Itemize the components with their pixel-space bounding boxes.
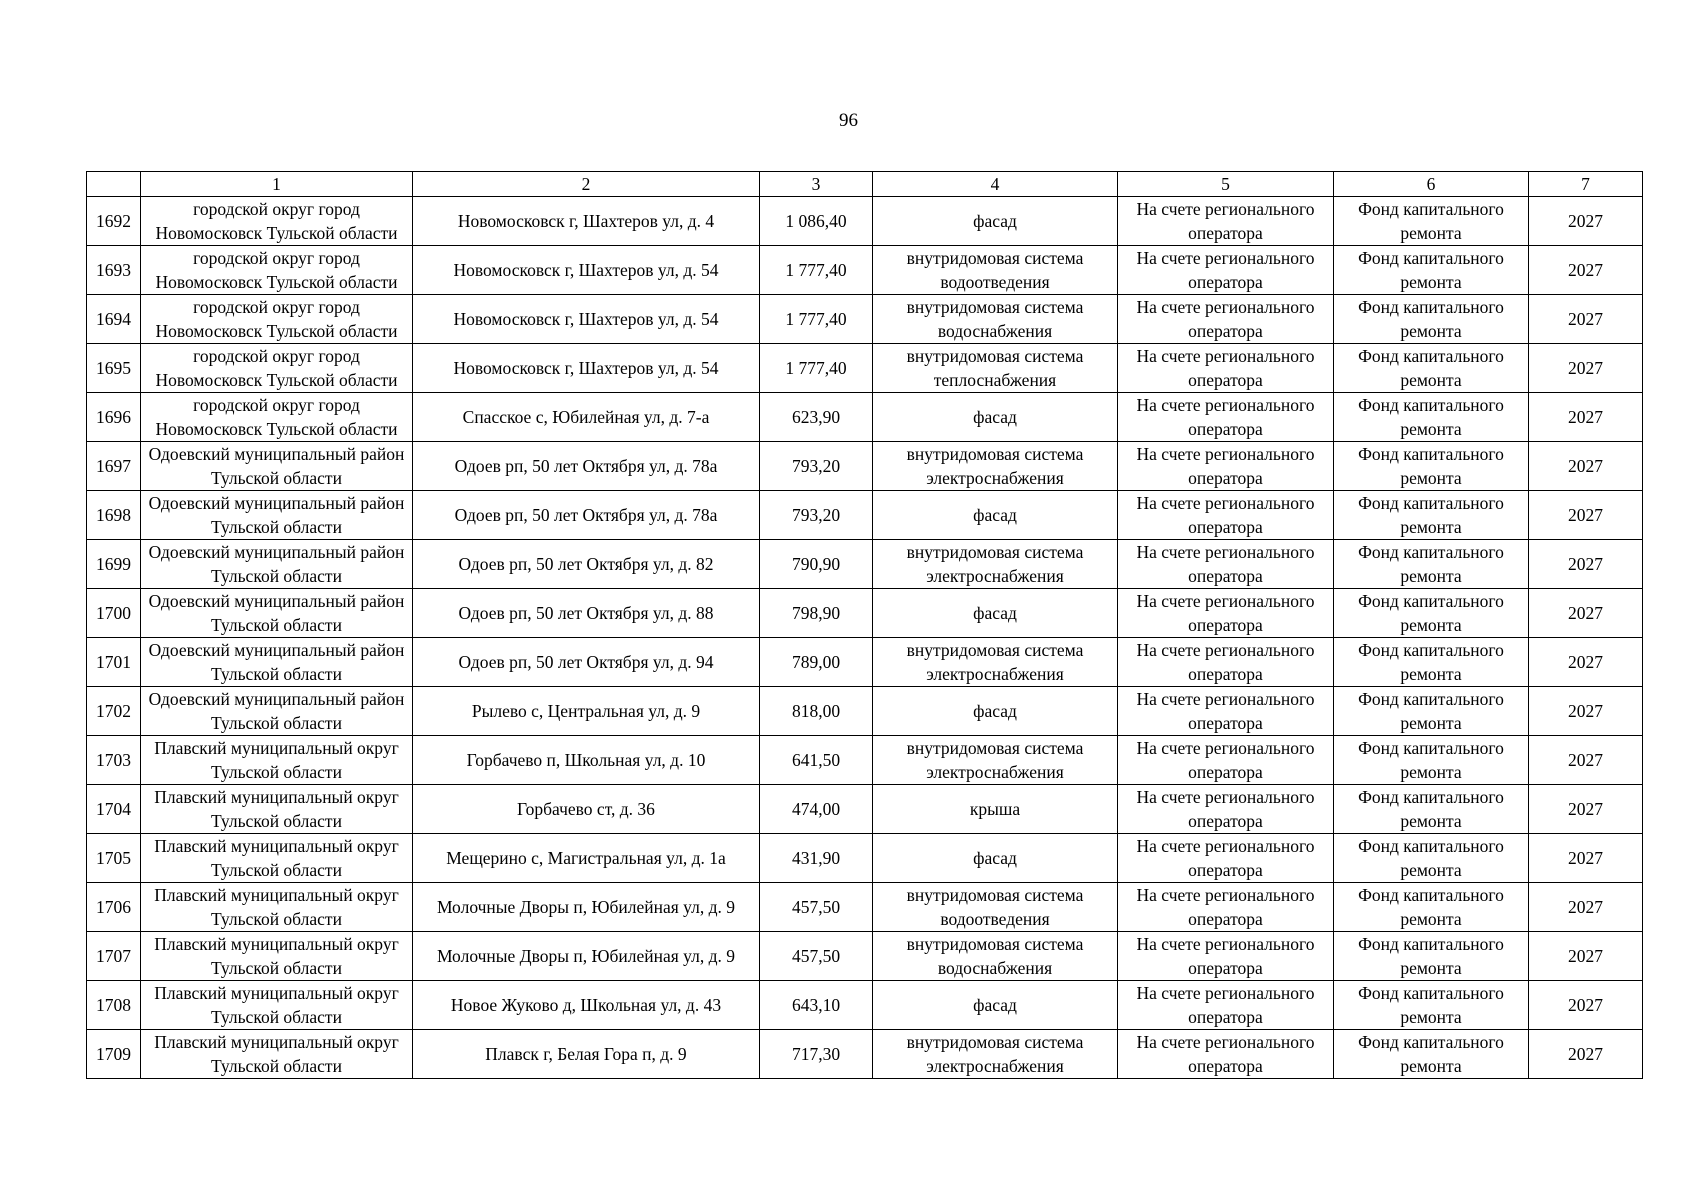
area-cell: 798,90	[760, 589, 873, 638]
table-row	[87, 197, 1643, 246]
work-type-cell: внутридомовая система водоотведения	[873, 246, 1118, 295]
address-cell: Новомосковск г, Шахтеров ул, д. 54	[413, 295, 760, 344]
table-row	[87, 736, 1643, 785]
area-cell: 623,90	[760, 393, 873, 442]
address-cell: Одоев рп, 50 лет Октября ул, д. 78а	[413, 491, 760, 540]
table-row	[87, 540, 1643, 589]
row-number-cell: 1698	[87, 491, 141, 540]
area-cell: 431,90	[760, 834, 873, 883]
work-type-cell: фасад	[873, 393, 1118, 442]
municipality-cell: Одоевский муниципальный район Тульской области	[141, 638, 413, 687]
row-number-cell: 1707	[87, 932, 141, 981]
year-cell: 2027	[1529, 246, 1643, 295]
year-cell: 2027	[1529, 785, 1643, 834]
address-cell: Новомосковск г, Шахтеров ул, д. 54	[413, 344, 760, 393]
account-cell: На счете регионального оператора	[1118, 687, 1334, 736]
table-row	[87, 932, 1643, 981]
col-header-6: 6	[1334, 172, 1529, 197]
year-cell: 2027	[1529, 638, 1643, 687]
address-cell: Одоев рп, 50 лет Октября ул, д. 94	[413, 638, 760, 687]
area-cell: 1 777,40	[760, 344, 873, 393]
year-cell: 2027	[1529, 540, 1643, 589]
municipality-cell: городской округ город Новомосковск Тульской области	[141, 393, 413, 442]
table-row	[87, 344, 1643, 393]
row-number-cell: 1700	[87, 589, 141, 638]
work-type-cell: фасад	[873, 687, 1118, 736]
address-cell: Молочные Дворы п, Юбилейная ул, д. 9	[413, 932, 760, 981]
work-type-cell: внутридомовая система электроснабжения	[873, 1030, 1118, 1079]
work-type-cell: внутридомовая система водоснабжения	[873, 932, 1118, 981]
address-cell: Рылево с, Центральная ул, д. 9	[413, 687, 760, 736]
row-number-cell: 1708	[87, 981, 141, 1030]
row-number-cell: 1697	[87, 442, 141, 491]
account-cell: На счете регионального оператора	[1118, 442, 1334, 491]
year-cell: 2027	[1529, 197, 1643, 246]
row-number-cell: 1693	[87, 246, 141, 295]
fund-cell: Фонд капитального ремонта	[1334, 589, 1529, 638]
address-cell: Новомосковск г, Шахтеров ул, д. 4	[413, 197, 760, 246]
fund-cell: Фонд капитального ремонта	[1334, 736, 1529, 785]
area-cell: 1 777,40	[760, 295, 873, 344]
row-number-cell: 1702	[87, 687, 141, 736]
row-number-cell: 1694	[87, 295, 141, 344]
work-type-cell: фасад	[873, 197, 1118, 246]
municipality-cell: Плавский муниципальный округ Тульской области	[141, 834, 413, 883]
account-cell: На счете регионального оператора	[1118, 393, 1334, 442]
row-number-cell: 1706	[87, 883, 141, 932]
fund-cell: Фонд капитального ремонта	[1334, 442, 1529, 491]
work-type-cell: крыша	[873, 785, 1118, 834]
account-cell: На счете регионального оператора	[1118, 197, 1334, 246]
table-row	[87, 442, 1643, 491]
col-header-3: 3	[760, 172, 873, 197]
row-number-cell: 1701	[87, 638, 141, 687]
municipality-cell: Одоевский муниципальный район Тульской области	[141, 687, 413, 736]
year-cell: 2027	[1529, 736, 1643, 785]
table-row	[87, 491, 1643, 540]
work-type-cell: внутридомовая система водоснабжения	[873, 295, 1118, 344]
row-number-cell: 1703	[87, 736, 141, 785]
work-type-cell: внутридомовая система электроснабжения	[873, 638, 1118, 687]
area-cell: 457,50	[760, 883, 873, 932]
address-cell: Одоев рп, 50 лет Октября ул, д. 78а	[413, 442, 760, 491]
municipality-cell: Плавский муниципальный округ Тульской области	[141, 1030, 413, 1079]
address-cell: Горбачево ст, д. 36	[413, 785, 760, 834]
account-cell: На счете регионального оператора	[1118, 344, 1334, 393]
row-number-cell: 1705	[87, 834, 141, 883]
fund-cell: Фонд капитального ремонта	[1334, 687, 1529, 736]
account-cell: На счете регионального оператора	[1118, 736, 1334, 785]
fund-cell: Фонд капитального ремонта	[1334, 295, 1529, 344]
municipality-cell: Плавский муниципальный округ Тульской области	[141, 785, 413, 834]
address-cell: Мещерино с, Магистральная ул, д. 1а	[413, 834, 760, 883]
work-type-cell: внутридомовая система электроснабжения	[873, 540, 1118, 589]
row-number-cell: 1704	[87, 785, 141, 834]
account-cell: На счете регионального оператора	[1118, 638, 1334, 687]
fund-cell: Фонд капитального ремонта	[1334, 638, 1529, 687]
account-cell: На счете регионального оператора	[1118, 246, 1334, 295]
area-cell: 789,00	[760, 638, 873, 687]
municipality-cell: Одоевский муниципальный район Тульской области	[141, 540, 413, 589]
area-cell: 793,20	[760, 442, 873, 491]
area-cell: 457,50	[760, 932, 873, 981]
municipality-cell: городской округ город Новомосковск Тульской области	[141, 295, 413, 344]
address-cell: Молочные Дворы п, Юбилейная ул, д. 9	[413, 883, 760, 932]
account-cell: На счете регионального оператора	[1118, 295, 1334, 344]
account-cell: На счете регионального оператора	[1118, 981, 1334, 1030]
year-cell: 2027	[1529, 1030, 1643, 1079]
year-cell: 2027	[1529, 295, 1643, 344]
address-cell: Горбачево п, Школьная ул, д. 10	[413, 736, 760, 785]
table-header	[87, 172, 1643, 197]
table-row	[87, 785, 1643, 834]
work-type-cell: внутридомовая система электроснабжения	[873, 736, 1118, 785]
table-row	[87, 638, 1643, 687]
year-cell: 2027	[1529, 883, 1643, 932]
fund-cell: Фонд капитального ремонта	[1334, 393, 1529, 442]
municipality-cell: городской округ город Новомосковск Тульской области	[141, 197, 413, 246]
work-type-cell: фасад	[873, 491, 1118, 540]
work-type-cell: фасад	[873, 589, 1118, 638]
municipality-cell: городской округ город Новомосковск Тульской области	[141, 246, 413, 295]
col-header-1: 1	[141, 172, 413, 197]
year-cell: 2027	[1529, 491, 1643, 540]
address-cell: Одоев рп, 50 лет Октября ул, д. 88	[413, 589, 760, 638]
year-cell: 2027	[1529, 687, 1643, 736]
table-row	[87, 589, 1643, 638]
year-cell: 2027	[1529, 981, 1643, 1030]
account-cell: На счете регионального оператора	[1118, 491, 1334, 540]
municipality-cell: Одоевский муниципальный район Тульской области	[141, 491, 413, 540]
table-row	[87, 1030, 1643, 1079]
municipality-cell: Плавский муниципальный округ Тульской области	[141, 736, 413, 785]
col-header-index	[87, 172, 141, 197]
account-cell: На счете регионального оператора	[1118, 932, 1334, 981]
area-cell: 818,00	[760, 687, 873, 736]
area-cell: 641,50	[760, 736, 873, 785]
municipality-cell: Одоевский муниципальный район Тульской области	[141, 442, 413, 491]
fund-cell: Фонд капитального ремонта	[1334, 883, 1529, 932]
address-cell: Спасское с, Юбилейная ул, д. 7-а	[413, 393, 760, 442]
col-header-5: 5	[1118, 172, 1334, 197]
table-row	[87, 393, 1643, 442]
fund-cell: Фонд капитального ремонта	[1334, 1030, 1529, 1079]
fund-cell: Фонд капитального ремонта	[1334, 981, 1529, 1030]
year-cell: 2027	[1529, 344, 1643, 393]
area-cell: 790,90	[760, 540, 873, 589]
row-number-cell: 1695	[87, 344, 141, 393]
table-row	[87, 834, 1643, 883]
account-cell: На счете регионального оператора	[1118, 834, 1334, 883]
fund-cell: Фонд капитального ремонта	[1334, 344, 1529, 393]
municipality-cell: Одоевский муниципальный район Тульской области	[141, 589, 413, 638]
fund-cell: Фонд капитального ремонта	[1334, 491, 1529, 540]
fund-cell: Фонд капитального ремонта	[1334, 246, 1529, 295]
work-type-cell: фасад	[873, 834, 1118, 883]
year-cell: 2027	[1529, 442, 1643, 491]
fund-cell: Фонд капитального ремонта	[1334, 932, 1529, 981]
account-cell: На счете регионального оператора	[1118, 589, 1334, 638]
col-header-4: 4	[873, 172, 1118, 197]
area-cell: 643,10	[760, 981, 873, 1030]
account-cell: На счете регионального оператора	[1118, 540, 1334, 589]
capital-repair-table	[86, 171, 1643, 1079]
fund-cell: Фонд капитального ремонта	[1334, 197, 1529, 246]
municipality-cell: городской округ город Новомосковск Тульской области	[141, 344, 413, 393]
address-cell: Новое Жуково д, Школьная ул, д. 43	[413, 981, 760, 1030]
address-cell: Новомосковск г, Шахтеров ул, д. 54	[413, 246, 760, 295]
col-header-7: 7	[1529, 172, 1643, 197]
fund-cell: Фонд капитального ремонта	[1334, 540, 1529, 589]
municipality-cell: Плавский муниципальный округ Тульской области	[141, 981, 413, 1030]
row-number-cell: 1699	[87, 540, 141, 589]
account-cell: На счете регионального оператора	[1118, 1030, 1334, 1079]
fund-cell: Фонд капитального ремонта	[1334, 785, 1529, 834]
account-cell: На счете регионального оператора	[1118, 785, 1334, 834]
work-type-cell: внутридомовая система водоотведения	[873, 883, 1118, 932]
area-cell: 474,00	[760, 785, 873, 834]
table-row	[87, 981, 1643, 1030]
work-type-cell: внутридомовая система электроснабжения	[873, 442, 1118, 491]
municipality-cell: Плавский муниципальный округ Тульской области	[141, 932, 413, 981]
address-cell: Плавск г, Белая Гора п, д. 9	[413, 1030, 760, 1079]
year-cell: 2027	[1529, 932, 1643, 981]
row-number-cell: 1692	[87, 197, 141, 246]
table-body	[87, 197, 1643, 1079]
area-cell: 1 086,40	[760, 197, 873, 246]
column-number-row	[87, 172, 1643, 197]
area-cell: 1 777,40	[760, 246, 873, 295]
municipality-cell: Плавский муниципальный округ Тульской области	[141, 883, 413, 932]
page-number: 96	[839, 110, 858, 131]
row-number-cell: 1709	[87, 1030, 141, 1079]
fund-cell: Фонд капитального ремонта	[1334, 834, 1529, 883]
year-cell: 2027	[1529, 834, 1643, 883]
account-cell: На счете регионального оператора	[1118, 883, 1334, 932]
work-type-cell: внутридомовая система теплоснабжения	[873, 344, 1118, 393]
address-cell: Одоев рп, 50 лет Октября ул, д. 82	[413, 540, 760, 589]
table-row	[87, 295, 1643, 344]
area-cell: 717,30	[760, 1030, 873, 1079]
year-cell: 2027	[1529, 393, 1643, 442]
table-row	[87, 883, 1643, 932]
table-row	[87, 687, 1643, 736]
work-type-cell: фасад	[873, 981, 1118, 1030]
table-row	[87, 246, 1643, 295]
row-number-cell: 1696	[87, 393, 141, 442]
area-cell: 793,20	[760, 491, 873, 540]
year-cell: 2027	[1529, 589, 1643, 638]
col-header-2: 2	[413, 172, 760, 197]
